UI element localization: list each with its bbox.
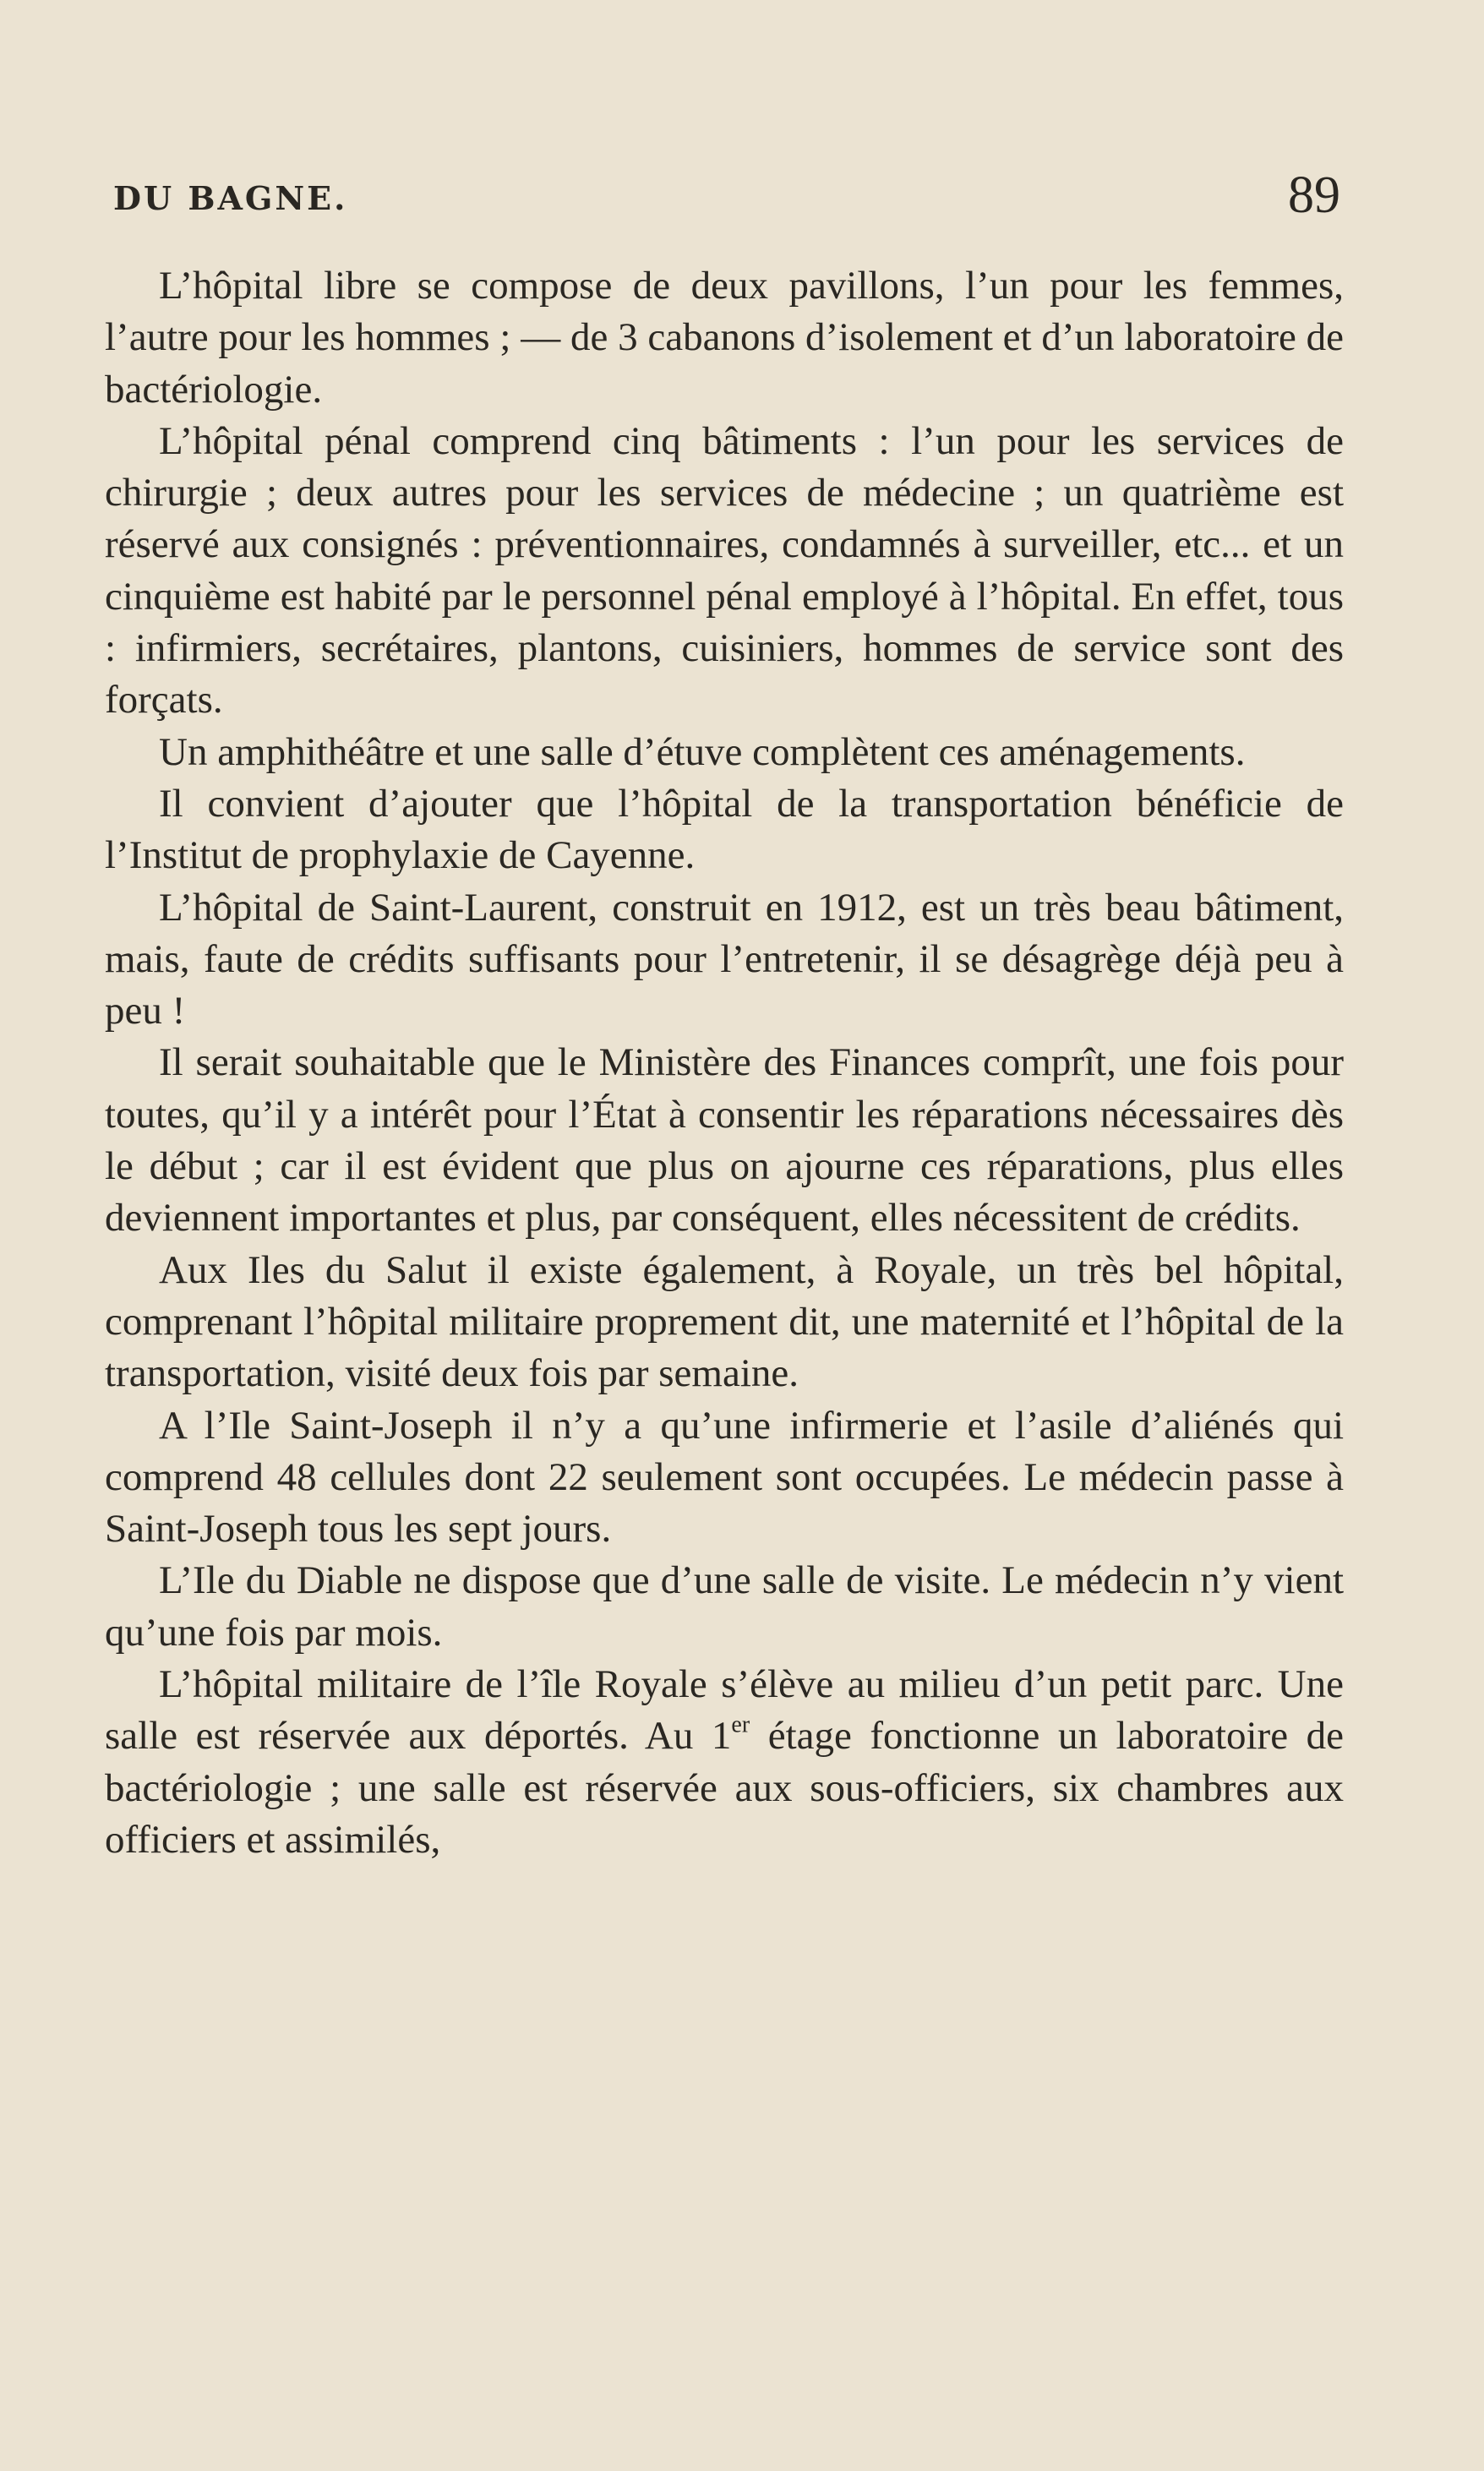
paragraph: Un amphithéâtre et une salle d’étuve complètent ces aménagements. xyxy=(159,729,1246,774)
paragraph: Aux Iles du Salut il existe également, à Royale, un très bel hôpital, comprenant l’hôpital militaire proprement dit, une maternité et l’hôpital de la transportation, visité deux fois par semaine. xyxy=(105,1247,1344,1396)
paragraph: L’hôpital de Saint-Laurent, construit en 1912, est un très beau bâtiment, mais, faute de crédits suffisants pour l’entretenir, il se désagrège déjà peu à peu ! xyxy=(105,885,1344,1034)
paragraph: A l’Ile Saint-Joseph il n’y a qu’une infirmerie et l’asile d’aliénés qui comprend 48 cellules dont 22 seulement sont occupées. Le médecin passe à Saint-Joseph tous les sept jours. xyxy=(105,1403,1344,1552)
superscript: er xyxy=(731,1711,750,1738)
paragraph: L’hôpital pénal comprend cinq bâtiments : l’un pour les services de chirurgie ; deux autres pour les services de médecine ; un quatrième est réservé aux consignés : préventionnaires, condamnés à surveiller, etc... et un cinquième est habité par le personnel pénal employé à l’hôpital. En effet, tous : infirmiers, secrétaires, plantons, cuisiniers, hommes de service sont des forçats. xyxy=(105,418,1344,723)
running-head: DU BAGNE. xyxy=(113,179,348,217)
paragraph-text: L’hôpital militaire de l’île Royale s’élève au milieu d’un petit parc. Une salle est réservée aux déportés. Au 1 xyxy=(105,1662,1344,1759)
paragraph-last xyxy=(105,1659,1344,1866)
paragraph-text: étage fonctionne un laboratoire de bactériologie ; une salle est réservée aux sous-officiers, six chambres aux officiers et assimilés, xyxy=(105,1714,1344,1862)
paragraph: Il serait souhaitable que le Ministère des Finances comprît, une fois pour toutes, qu’il y a intérêt pour l’État à consentir les réparations nécessaires dès le début ; car il est évident que plus on ajourne ces réparations, plus elles deviennent importantes et plus, par conséquent, elles nécessitent de crédits. xyxy=(105,1040,1344,1241)
paragraph: Il convient d’ajouter que l’hôpital de la transportation bénéficie de l’Institut de prophylaxie de Cayenne. xyxy=(105,781,1344,878)
body-text xyxy=(105,260,1344,1866)
paragraph: L’hôpital libre se compose de deux pavillons, l’un pour les femmes, l’autre pour les hommes ; — de 3 cabanons d’isolement et d’un laboratoire de bactériologie. xyxy=(105,264,1344,412)
paragraph: L’Ile du Diable ne dispose que d’une salle de visite. Le médecin n’y vient qu’une fois par mois. xyxy=(105,1558,1344,1655)
page-number: 89 xyxy=(1288,166,1340,224)
